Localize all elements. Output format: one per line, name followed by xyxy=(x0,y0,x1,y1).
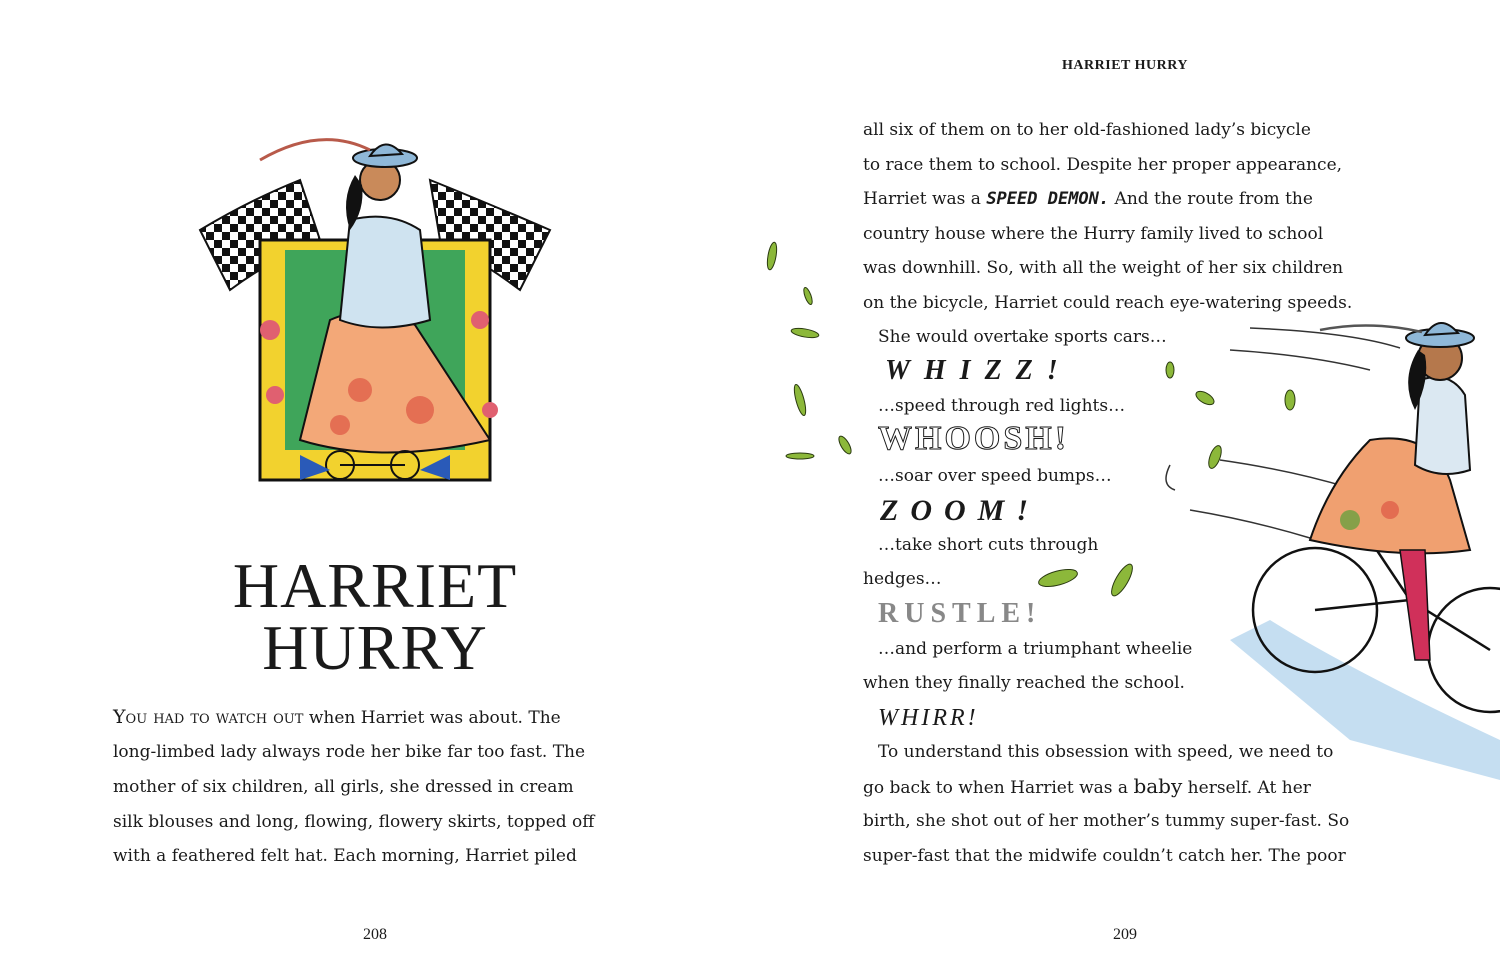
sfx-zoom: ZOOM! xyxy=(880,494,1041,527)
sequence-line-wheelie: …and perform a triumphant wheelie xyxy=(878,639,1193,659)
right-para2-line-3: birth, she shot out of her mother’s tummy super-fast. So xyxy=(863,811,1350,831)
right-para2-line-1: To understand this obsession with speed, we need to xyxy=(878,742,1334,762)
page-number-right: 209 xyxy=(1113,926,1137,943)
speed-demon-text: SPEED DEMON. xyxy=(986,189,1110,209)
page-number-left: 208 xyxy=(363,926,387,943)
sequence-line-short-cuts: …take short cuts through xyxy=(878,535,1099,555)
chapter-title-line2: HURRY xyxy=(262,612,488,683)
sfx-whirr: WHIRR! xyxy=(878,705,979,731)
right-body-line-3: Harriet was a SPEED DEMON. And the route from the xyxy=(863,189,1313,209)
harriet-portrait-illustration xyxy=(190,120,560,500)
sfx-whizz: WHIZZ! xyxy=(885,355,1072,386)
sequence-line-speed-bumps: …soar over speed bumps… xyxy=(878,466,1112,486)
right-para2-line-4: super-fast that the midwife couldn’t catch her. The poor xyxy=(863,846,1346,866)
sfx-rustle: RUSTLE! xyxy=(878,598,1042,629)
right-body-line-6: on the bicycle, Harriet could reach eye-watering speeds. xyxy=(863,293,1353,313)
left-body-line-2: long-limbed lady always rode her bike far too fast. The xyxy=(113,742,586,762)
sequence-line-sports-cars: She would overtake sports cars… xyxy=(878,327,1167,347)
right-body-line-5: was downhill. So, with all the weight of her six children xyxy=(863,258,1344,278)
chapter-title-line1: HARRIET xyxy=(232,550,518,621)
sfx-whoosh: WHOOSH! xyxy=(878,420,1070,457)
sequence-line-red-lights: …speed through red lights… xyxy=(878,396,1126,416)
left-body-line-1: You had to watch out when Harriet was about. The xyxy=(113,706,561,728)
lead-in-caps: You had to watch out xyxy=(113,706,304,728)
pink-tights xyxy=(1400,550,1430,660)
blouse xyxy=(340,217,430,328)
right-para2-line-2: go back to when Harriet was a baby herself. At her xyxy=(863,774,1311,798)
rider-blouse xyxy=(1415,377,1470,474)
rider-hat-feather xyxy=(1320,325,1422,332)
right-body-line-2: to race them to school. Despite her proper appearance, xyxy=(863,155,1343,175)
sequence-line-school: when they finally reached the school. xyxy=(863,673,1185,693)
baby-word: baby xyxy=(1133,774,1183,798)
left-body-line-3: mother of six children, all girls, she dressed in cream xyxy=(113,777,574,797)
running-head: HARRIET HURRY xyxy=(1062,58,1188,73)
right-body-line-1: all six of them on to her old-fashioned lady’s bicycle xyxy=(863,120,1311,140)
right-page xyxy=(750,0,1500,980)
right-body-line-4: country house where the Hurry family lived to school xyxy=(863,224,1324,244)
left-body-line-5: with a feathered felt hat. Each morning, Harriet piled xyxy=(113,846,577,866)
left-body-line-4: silk blouses and long, flowing, flowery skirts, topped off xyxy=(113,812,595,832)
sequence-line-hedges: hedges… xyxy=(863,569,942,589)
